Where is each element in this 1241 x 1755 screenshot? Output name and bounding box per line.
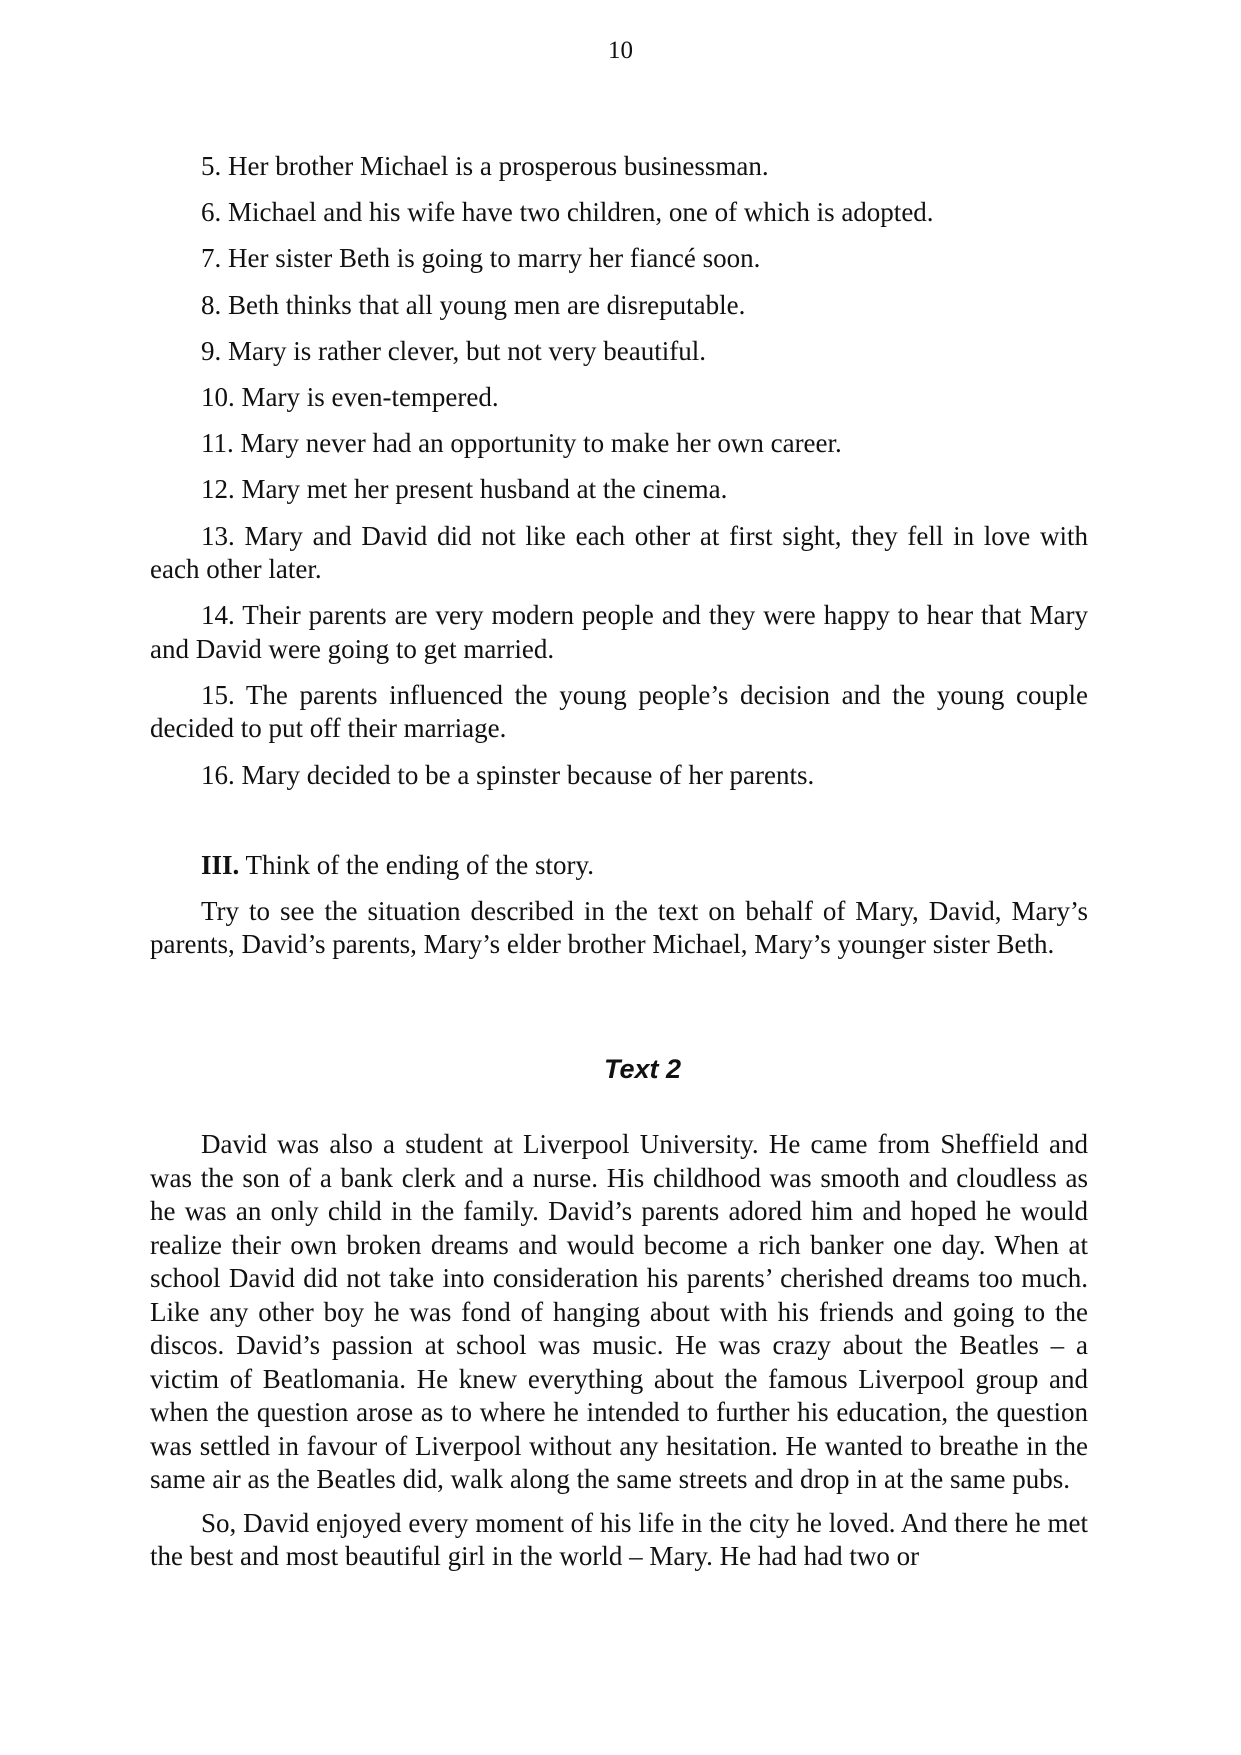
paragraph: David was also a student at Liverpool University. He came from Sheffield and was the son of a bank clerk and a nurse. His childhood was smooth and cloudless as he was an only child in the family. David’s parents adored him and hoped he would realize their own broken dreams and would become a rich banker one day. When at school David did not take into consideration his parents’ cherished dreams too much. Like any other boy he was fond of hanging about with his friends and going to the discos. David’s passion at school was music. He was crazy about the Beatles – a victim of Beatlomania. He knew everything about the famous Liverpool group and when the question arose as to where he intended to further his education, the question was settled in favour of Liverpool without any hesitation. He wanted to breathe in the same air as the Beatles did, walk along the same streets and drop in at the same pubs.	[150, 1129, 1088, 1494]
list-item: 6. Michael and his wife have two children, one of which is adopted.	[201, 197, 934, 228]
list-item: 15. The parents influenced the young people’s decision and the young couple decided to put off their marriage.	[150, 679, 1088, 744]
list-item: 16. Mary decided to be a spinster because of her parents.	[201, 759, 815, 790]
text2-body	[150, 1128, 1088, 1584]
exercise-three	[150, 849, 1088, 974]
exercise-label: III.	[201, 850, 240, 880]
exercise-task-text: Think of the ending of the story.	[239, 850, 594, 880]
list-item: 13. Mary and David did not like each other at first sight, they fell in love with each other later.	[150, 520, 1088, 584]
paragraph: So, David enjoyed every moment of his life in the city he loved. And there he met the best and most beautiful girl in the world – Mary. He had had two or	[150, 1507, 1088, 1571]
section-heading: Text 2	[603, 1054, 682, 1084]
list-item: 7. Her sister Beth is going to marry her fiancé soon.	[201, 243, 761, 274]
page-number: 10	[608, 37, 633, 64]
exercise-instruction: Try to see the situation described in the text on behalf of Mary, David, Mary’s parents, David’s parents, Mary’s elder brother Michael, Mary’s younger sister Beth.	[150, 895, 1088, 959]
list-item: 8. Beth thinks that all young men are disreputable.	[201, 289, 746, 320]
list-item: 10. Mary is even-tempered.	[201, 381, 499, 412]
list-item: 9. Mary is rather clever, but not very beautiful.	[201, 335, 706, 366]
statement-list	[150, 150, 1088, 805]
list-item: 11. Mary never had an opportunity to make her own career.	[201, 428, 842, 459]
list-item: 14. Their parents are very modern people and they were happy to hear that Mary and David were going to get married.	[150, 600, 1088, 664]
exercise-task	[150, 849, 1088, 883]
list-item: 5. Her brother Michael is a prosperous businessman.	[201, 151, 769, 181]
list-item: 12. Mary met her present husband at the cinema.	[201, 474, 728, 505]
